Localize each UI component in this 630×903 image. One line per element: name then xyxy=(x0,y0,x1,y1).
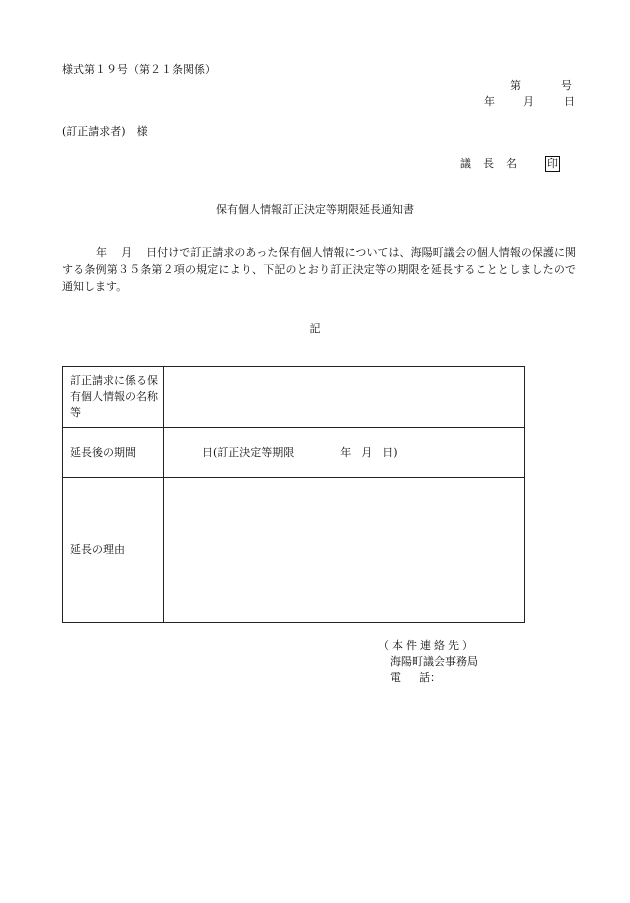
body-year: 年 xyxy=(96,246,108,259)
detail-table xyxy=(62,366,525,623)
chair-char-1: 議 xyxy=(460,157,471,170)
date-day: 日 xyxy=(564,95,575,108)
table-row xyxy=(63,428,525,478)
period-month: 月 xyxy=(361,446,373,459)
extended-period-label: 延長後の期間 xyxy=(63,428,164,478)
form-number: 様式第１９号（第２１条関係） xyxy=(62,63,216,76)
contact-heading: （本件連絡先） xyxy=(378,639,476,652)
contact-office: 海陽町議会事務局 xyxy=(390,655,478,668)
notice-body xyxy=(62,244,576,295)
extension-reason-label: 延長の理由 xyxy=(63,478,164,623)
document-title: 保有個人情報訂正決定等期限延長通知書 xyxy=(216,203,414,216)
phone-label-a: 電 xyxy=(390,671,401,684)
number-suffix: 号 xyxy=(561,79,572,92)
phone-label-b: 話： xyxy=(419,671,441,684)
period-day-deadline: 日(訂正決定等期限 xyxy=(202,446,295,459)
chair-char-2: 長 xyxy=(483,157,494,170)
body-text: 日付けで訂正請求のあった保有個人情報については、海陽町議会の個人情報の保護に関する条例第３５条第２項の規定により、下記のとおり訂正決定等の期限を延長することとしましたので通知します。 xyxy=(62,246,576,293)
extended-period-value xyxy=(164,428,525,478)
number-prefix: 第 xyxy=(510,79,521,92)
document-number xyxy=(510,80,572,91)
recipient: (訂正請求者) 様 xyxy=(62,125,148,138)
personal-info-name-label: 訂正請求に係る保有個人情報の名称等 xyxy=(63,367,164,428)
extension-reason-value xyxy=(164,478,525,623)
contact-phone xyxy=(390,672,441,683)
period-year: 年 xyxy=(340,446,352,459)
period-day: 日) xyxy=(382,446,398,459)
table-row xyxy=(63,478,525,623)
seal-mark: 印 xyxy=(547,157,558,170)
table-row xyxy=(63,367,525,428)
issue-date xyxy=(484,96,575,107)
body-month: 月 xyxy=(121,246,133,259)
chair-char-3: 名 xyxy=(506,157,517,170)
ki-heading: 記 xyxy=(309,322,321,335)
date-year: 年 xyxy=(484,95,495,108)
date-month: 月 xyxy=(523,95,534,108)
personal-info-name-value xyxy=(164,367,525,428)
chair-signature xyxy=(460,156,560,172)
